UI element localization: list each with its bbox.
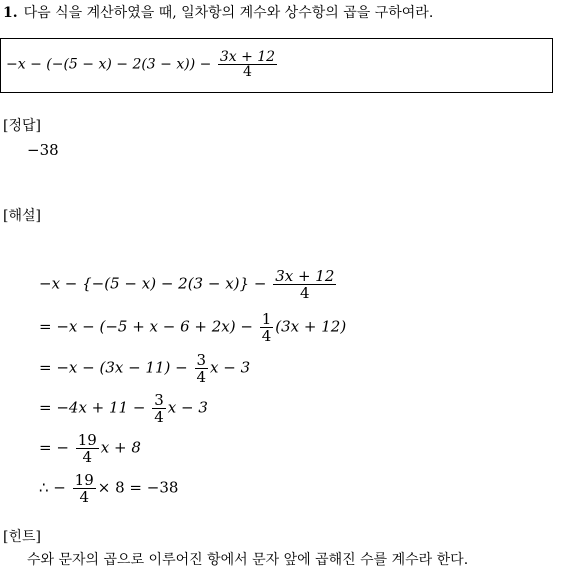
solution-line-3	[39, 352, 250, 385]
solution-line-2-fraction	[260, 311, 274, 344]
expression-left: −x − (−(5 − x) − 2(3 − x)) −	[6, 56, 212, 73]
question-line	[3, 2, 433, 22]
solution-line-2-right: (3x + 12)	[275, 317, 347, 336]
question-text: 다음 식을 계산하였을 때, 일차항의 계수와 상수항의 곱을 구하여라.	[23, 5, 434, 21]
solution-line-2-num: 1	[261, 310, 272, 328]
solution-line-3-num: 3	[196, 351, 207, 369]
solution-line-1-den: 4	[300, 284, 310, 302]
solution-label: [해설]	[3, 208, 41, 224]
hint-label: [힌트]	[3, 529, 41, 545]
expression-frac-den: 4	[242, 64, 252, 80]
solution-line-4	[39, 392, 208, 425]
solution-line-6-num: 19	[74, 471, 94, 489]
solution-line-5-den: 4	[82, 448, 92, 466]
solution-line-1-num: 3x + 12	[275, 267, 335, 285]
solution-line-6-left: ∴ −	[39, 478, 66, 497]
solution-line-5-left: = −	[39, 438, 69, 457]
question-number: 1.	[3, 5, 18, 21]
solution-line-6-right: × 8 = −38	[97, 478, 179, 497]
solution-line-2-left: = −x − (−5 + x − 6 + 2x) −	[39, 317, 253, 336]
solution-line-4-fraction	[152, 392, 166, 425]
solution-line-6-den: 4	[79, 488, 89, 506]
expression-fraction	[218, 50, 277, 79]
solution-line-4-left: = −4x + 11 −	[39, 398, 146, 417]
solution-line-4-num: 3	[154, 391, 164, 409]
solution-line-2	[39, 311, 346, 344]
solution-line-1-fraction	[273, 268, 336, 301]
solution-line-3-left: = −x − (3x − 11) −	[39, 358, 188, 377]
answer-label: [정답]	[3, 118, 41, 134]
solution-line-4-right: x − 3	[167, 398, 208, 417]
solution-line-3-fraction	[195, 352, 209, 385]
solution-line-3-den: 4	[196, 368, 207, 386]
solution-line-3-right: x − 3	[210, 358, 251, 377]
solution-line-5-num: 19	[77, 431, 97, 449]
expression-frac-num: 3x + 12	[219, 49, 276, 65]
solution-line-4-den: 4	[154, 408, 164, 426]
answer-value: −38	[27, 141, 59, 159]
solution-line-2-den: 4	[261, 327, 272, 345]
solution-line-6-fraction	[73, 472, 96, 505]
expression	[6, 50, 279, 79]
hint-text: 수와 문자의 곱으로 이루어진 항에서 문자 앞에 곱해진 수를 계수라 한다.	[27, 552, 469, 568]
solution-line-6	[39, 472, 178, 505]
solution-line-5-right: x + 8	[100, 438, 141, 457]
solution-line-5	[39, 432, 141, 465]
solution-line-1	[39, 268, 338, 301]
solution-line-1-left: −x − {−(5 − x) − 2(3 − x)} −	[39, 274, 267, 293]
solution-line-5-fraction	[76, 432, 99, 465]
